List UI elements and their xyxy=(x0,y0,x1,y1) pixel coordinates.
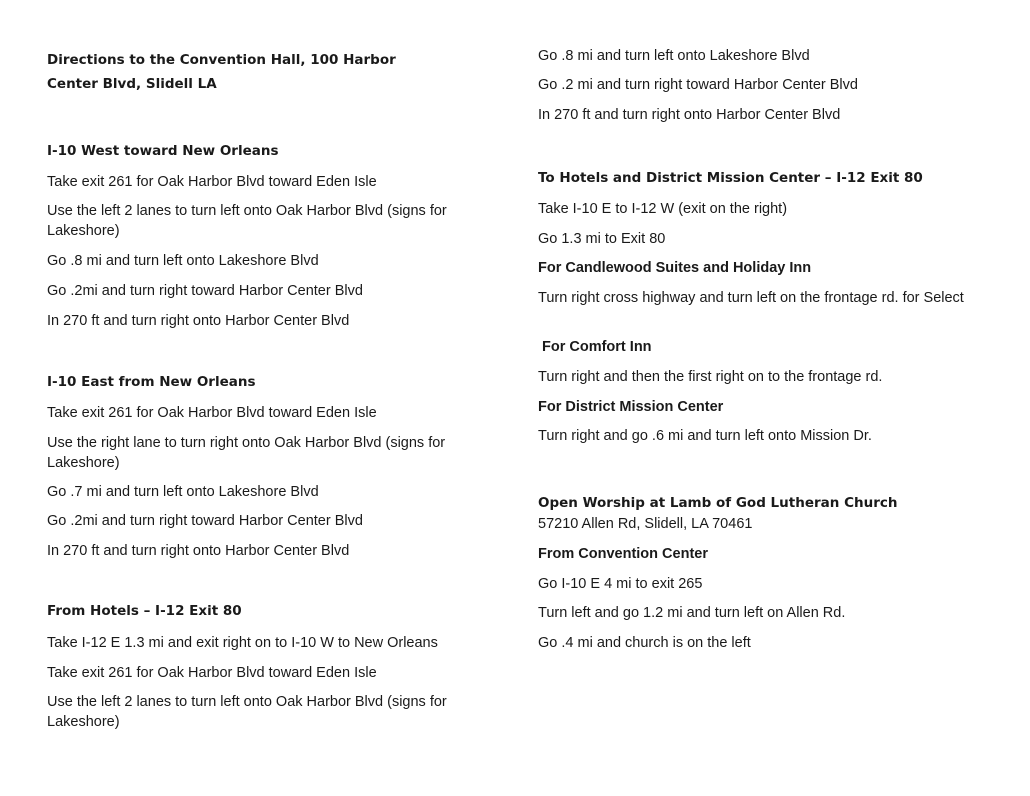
direction-step: Go .4 mi and church is on the left xyxy=(538,635,751,651)
direction-step: Go .8 mi and turn left onto Lakeshore Blvd xyxy=(538,48,810,64)
section-heading-i10-west: I-10 West toward New Orleans xyxy=(47,143,279,159)
direction-step: In 270 ft and turn right onto Harbor Center Blvd xyxy=(47,313,350,329)
direction-step: Use the left 2 lanes to turn left onto Oak Harbor Blvd (signs for Lakeshore) xyxy=(47,694,447,730)
direction-step: Take I-10 E to I-12 W (exit on the right) xyxy=(538,201,788,217)
subheading-comfort-inn: For Comfort Inn xyxy=(542,339,652,355)
section-heading-from-hotels: From Hotels – I-12 Exit 80 xyxy=(47,603,242,619)
section-heading-i10-east: I-10 East from New Orleans xyxy=(47,374,256,390)
direction-step: Take I-12 E 1.3 mi and exit right on to I-10 W to New Orleans xyxy=(47,635,438,651)
church-address: 57210 Allen Rd, Slidell, LA 70461 xyxy=(538,516,753,532)
direction-step: Go .2mi and turn right toward Harbor Center Blvd xyxy=(47,513,363,529)
direction-step: Go .7 mi and turn left onto Lakeshore Blvd xyxy=(47,484,319,500)
direction-step: Take exit 261 for Oak Harbor Blvd toward Eden Isle xyxy=(47,405,377,421)
section-heading-to-hotels: To Hotels and District Mission Center – I-12 Exit 80 xyxy=(538,170,923,186)
direction-step: Take exit 261 for Oak Harbor Blvd toward Eden Isle xyxy=(47,665,377,681)
direction-step: Go .2 mi and turn right toward Harbor Center Blvd xyxy=(538,77,858,93)
subheading-candlewood: For Candlewood Suites and Holiday Inn xyxy=(538,260,812,276)
direction-step: Take exit 261 for Oak Harbor Blvd toward Eden Isle xyxy=(47,174,377,190)
direction-step: Go I-10 E 4 mi to exit 265 xyxy=(538,576,703,592)
direction-step: Turn right and then the first right on to the frontage rd. xyxy=(538,369,883,385)
direction-step: Go 1.3 mi to Exit 80 xyxy=(538,231,666,247)
direction-step: Use the right lane to turn right onto Oak Harbor Blvd (signs for Lakeshore) xyxy=(47,435,446,471)
subheading-from-convention: From Convention Center xyxy=(538,546,708,562)
direction-step: Go .8 mi and turn left onto Lakeshore Blvd xyxy=(47,253,319,269)
direction-step: In 270 ft and turn right onto Harbor Center Blvd xyxy=(538,107,841,123)
direction-step: Go .2mi and turn right toward Harbor Center Blvd xyxy=(47,283,363,299)
subheading-district-mission: For District Mission Center xyxy=(538,399,724,415)
direction-step: Turn right and go .6 mi and turn left onto Mission Dr. xyxy=(538,428,872,444)
document-title: Directions to the Convention Hall, 100 Harbor Center Blvd, Slidell LA xyxy=(47,52,396,92)
direction-step: In 270 ft and turn right onto Harbor Center Blvd xyxy=(47,543,350,559)
direction-step: Use the left 2 lanes to turn left onto Oak Harbor Blvd (signs for Lakeshore) xyxy=(47,203,447,239)
direction-step: Turn right cross highway and turn left on the frontage rd. for Select xyxy=(538,290,964,306)
section-heading-worship: Open Worship at Lamb of God Lutheran Church xyxy=(538,495,898,511)
direction-step: Turn left and go 1.2 mi and turn left on Allen Rd. xyxy=(538,605,846,621)
